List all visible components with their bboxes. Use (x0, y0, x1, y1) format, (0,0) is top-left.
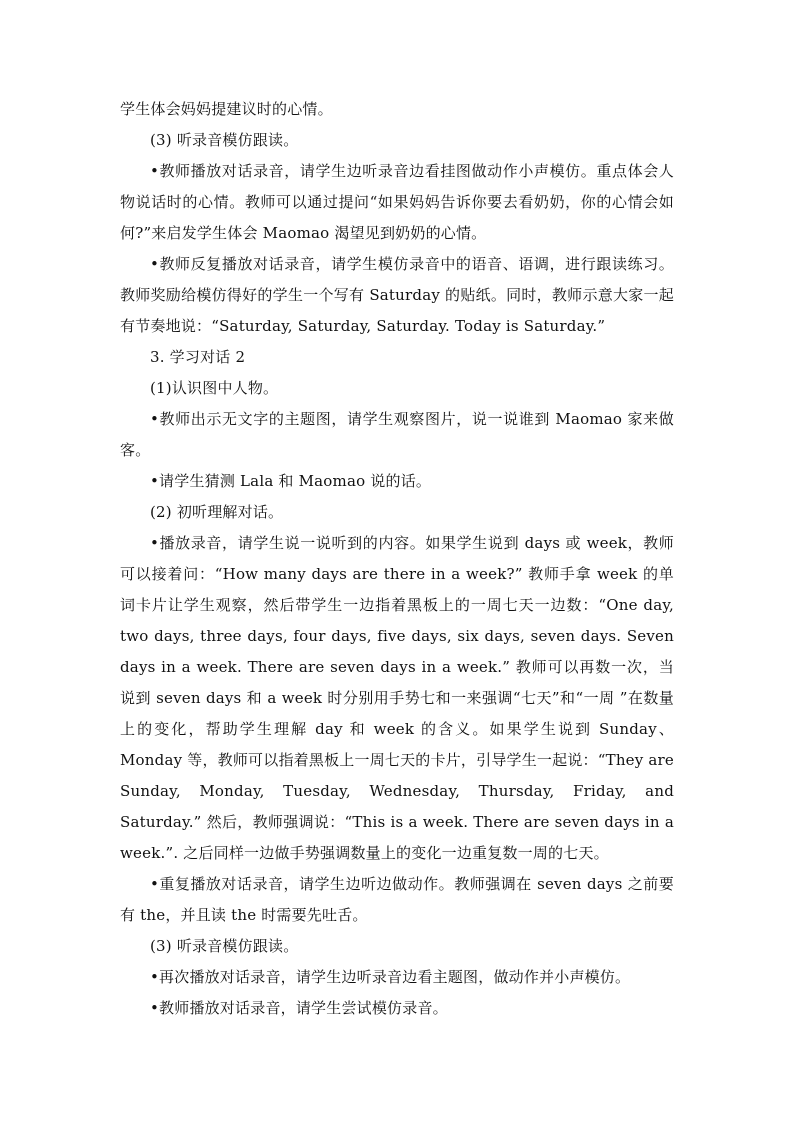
paragraph: •再次播放对话录音，请学生边听录音边看主题图，做动作并小声模仿。 (150, 968, 631, 986)
paragraph: (3) 听录音模仿跟读。 (150, 131, 299, 149)
paragraph: (2) 初听理解对话。 (150, 503, 284, 521)
document-body (120, 94, 674, 1024)
section-heading: 3. 学习对话 2 (150, 348, 246, 366)
paragraph: (1)认识图中人物。 (150, 379, 279, 397)
paragraph: •请学生猜测 Lala 和 Maomao 说的话。 (150, 472, 432, 490)
paragraph: •教师出示无文字的主题图，请学生观察图片，说一说谁到 Maomao 家来做客。 (120, 410, 674, 459)
paragraph: •重复播放对话录音，请学生边听边做动作。教师强调在 seven days 之前要有 the，并且读 the 时需要先吐舌。 (120, 875, 674, 924)
paragraph: •教师反复播放对话录音，请学生模仿录音中的语音、语调，进行跟读练习。教师奖励给模仿得好的学生一个写有 Saturday 的贴纸。同时，教师示意大家一起有节奏地说：“Saturday, Saturday, Saturday. Today is Saturday.” (120, 255, 674, 335)
paragraph: (3) 听录音模仿跟读。 (150, 937, 299, 955)
paragraph: 学生体会妈妈提建议时的心情。 (120, 100, 333, 118)
paragraph: •教师播放对话录音，请学生尝试模仿录音。 (150, 999, 448, 1017)
paragraph: •教师播放对话录音，请学生边听录音边看挂图做动作小声模仿。重点体会人物说话时的心情。教师可以通过提问“如果妈妈告诉你要去看奶奶，你的心情会如何?”来启发学生体会 Maomao 渴望见到奶奶的心情。 (120, 162, 674, 242)
paragraph: •播放录音，请学生说一说听到的内容。如果学生说到 days 或 week，教师可以接着问：“How many days are there in a week?” 教师手拿 week 的单词卡片让学生观察，然后带学生一边指着黑板上的一周七天一边数：“One day, two days, three days, four days, five days, six days, seven days. Seven days in a week. There are seven days in a week.” 教师可以再数一次，当说到 seven days 和 a week 时分别用手势七和一来强调“七天”和“一周 ”在数量上的变化，帮助学生理解 day 和 week 的含义。如果学生说到 Sunday、Monday 等，教师可以指着黑板上一周七天的卡片，引导学生一起说：“They are Sunday, Monday, Tuesday, Wednesday, Thursday, Friday, and Saturday.” 然后，教师强调说：“This is a week. There are seven days in a week.”. 之后同样一边做手势强调数量上的变化一边重复数一周的七天。 (120, 534, 674, 862)
